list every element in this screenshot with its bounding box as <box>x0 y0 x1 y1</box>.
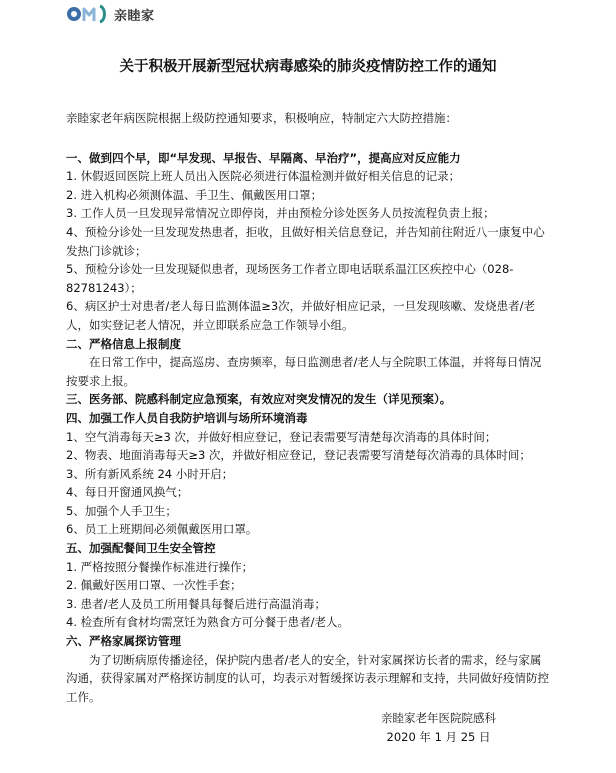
signature-org: 亲睦家老年医院院感科 <box>381 711 496 725</box>
notice-body <box>66 109 552 706</box>
list-item: 1. 休假返回医院上班人员出入医院必须进行体温检测并做好相关信息的记录； <box>66 169 461 184</box>
brand-logo <box>66 2 155 26</box>
list-item: 5、加强个人手卫生； <box>66 503 177 518</box>
signature-block <box>381 709 496 747</box>
list-item: 5、预检分诊处一旦发现疑似患者，现场医务工作者立即电话联系温江区疾控中心（028-82781243）； <box>66 262 514 295</box>
signature-date: 2020 年 1 月 25 日 <box>386 730 491 744</box>
intro-paragraph: 亲睦家老年病医院根据上级防控通知要求，积极响应，特制定六大防控措施： <box>66 111 457 125</box>
list-item: 1. 严格按照分餐操作标准进行操作； <box>66 559 254 574</box>
logo-mark-icon <box>66 4 110 24</box>
list-item: 2. 佩戴好医用口罩、一次性手套； <box>66 578 242 593</box>
list-item: 3. 工作人员一旦发现异常情况立即停岗，并由预检分诊处医务人员按流程负责上报； <box>66 206 495 221</box>
list-item: 4、每日开窗通风换气； <box>66 485 189 500</box>
list-item: 2. 进入机构必须测体温、手卫生、佩戴医用口罩； <box>66 187 323 202</box>
section-heading-2: 二、严格信息上报制度 <box>66 336 181 351</box>
list-item: 6、员工上班期间必须佩戴医用口罩。 <box>66 522 258 537</box>
list-item: 2、物表、地面消毒每天≥3 次，并做好相应登记，登记表需要写清楚每次消毒的具体时间； <box>66 448 531 463</box>
section-heading-5: 五、加强配餐间卫生安全管控 <box>66 541 216 556</box>
list-item: 4、预检分诊处一旦发现发热患者，拒收，且做好相关信息登记，并告知前往附近八一康复中心发热门诊就诊； <box>66 224 545 258</box>
section-heading-4: 四、加强工作人员自我防护培训与场所环境消毒 <box>66 410 308 425</box>
list-item: 4. 检查所有食材均需烹饪为熟食方可分餐于患者/老人。 <box>66 615 349 630</box>
section-heading-1: 一、做到四个早，即“早发现、早报告、早隔离、早治疗”，提高应对反应能力 <box>66 150 461 165</box>
section-paragraph: 为了切断病原传播途径，保护院内患者/老人的安全，针对家属探访长者的需求，经与家属沟通，获得家属对严格探访制度的认可，均表示对暂缓探访表示理解和支持，共同做好疫情防控工作。 <box>66 652 549 704</box>
brand-name: 亲睦家 <box>114 8 155 24</box>
section-heading-3: 三、医务部、院感科制定应急预案，有效应对突发情况的发生（详见预案）。 <box>66 392 452 407</box>
section-paragraph: 在日常工作中，提高巡房、查房频率，每日监测患者/老人与全院职工体温，并将每日情况按要求上报。 <box>66 355 542 388</box>
list-item: 1、空气消毒每天≥3 次，并做好相应登记，登记表需要写清楚每次消毒的具体时间； <box>66 429 497 444</box>
section-heading-6: 六、严格家属探访管理 <box>66 634 181 649</box>
list-item: 3. 患者/老人及员工所用餐具每餐后进行高温消毒； <box>66 596 326 611</box>
list-item: 6、病区护士对患者/老人每日监测体温≥3次，并做好相应记录，一旦发现咳嗽、发烧患者/老人，如实登记老人情况，并立即联系应急工作领导小组。 <box>66 299 536 332</box>
page-title: 关于积极开展新型冠状病毒感染的肺炎疫情防控工作的通知 <box>119 59 497 75</box>
list-item: 3、所有新风系统 24 小时开启； <box>66 466 234 481</box>
